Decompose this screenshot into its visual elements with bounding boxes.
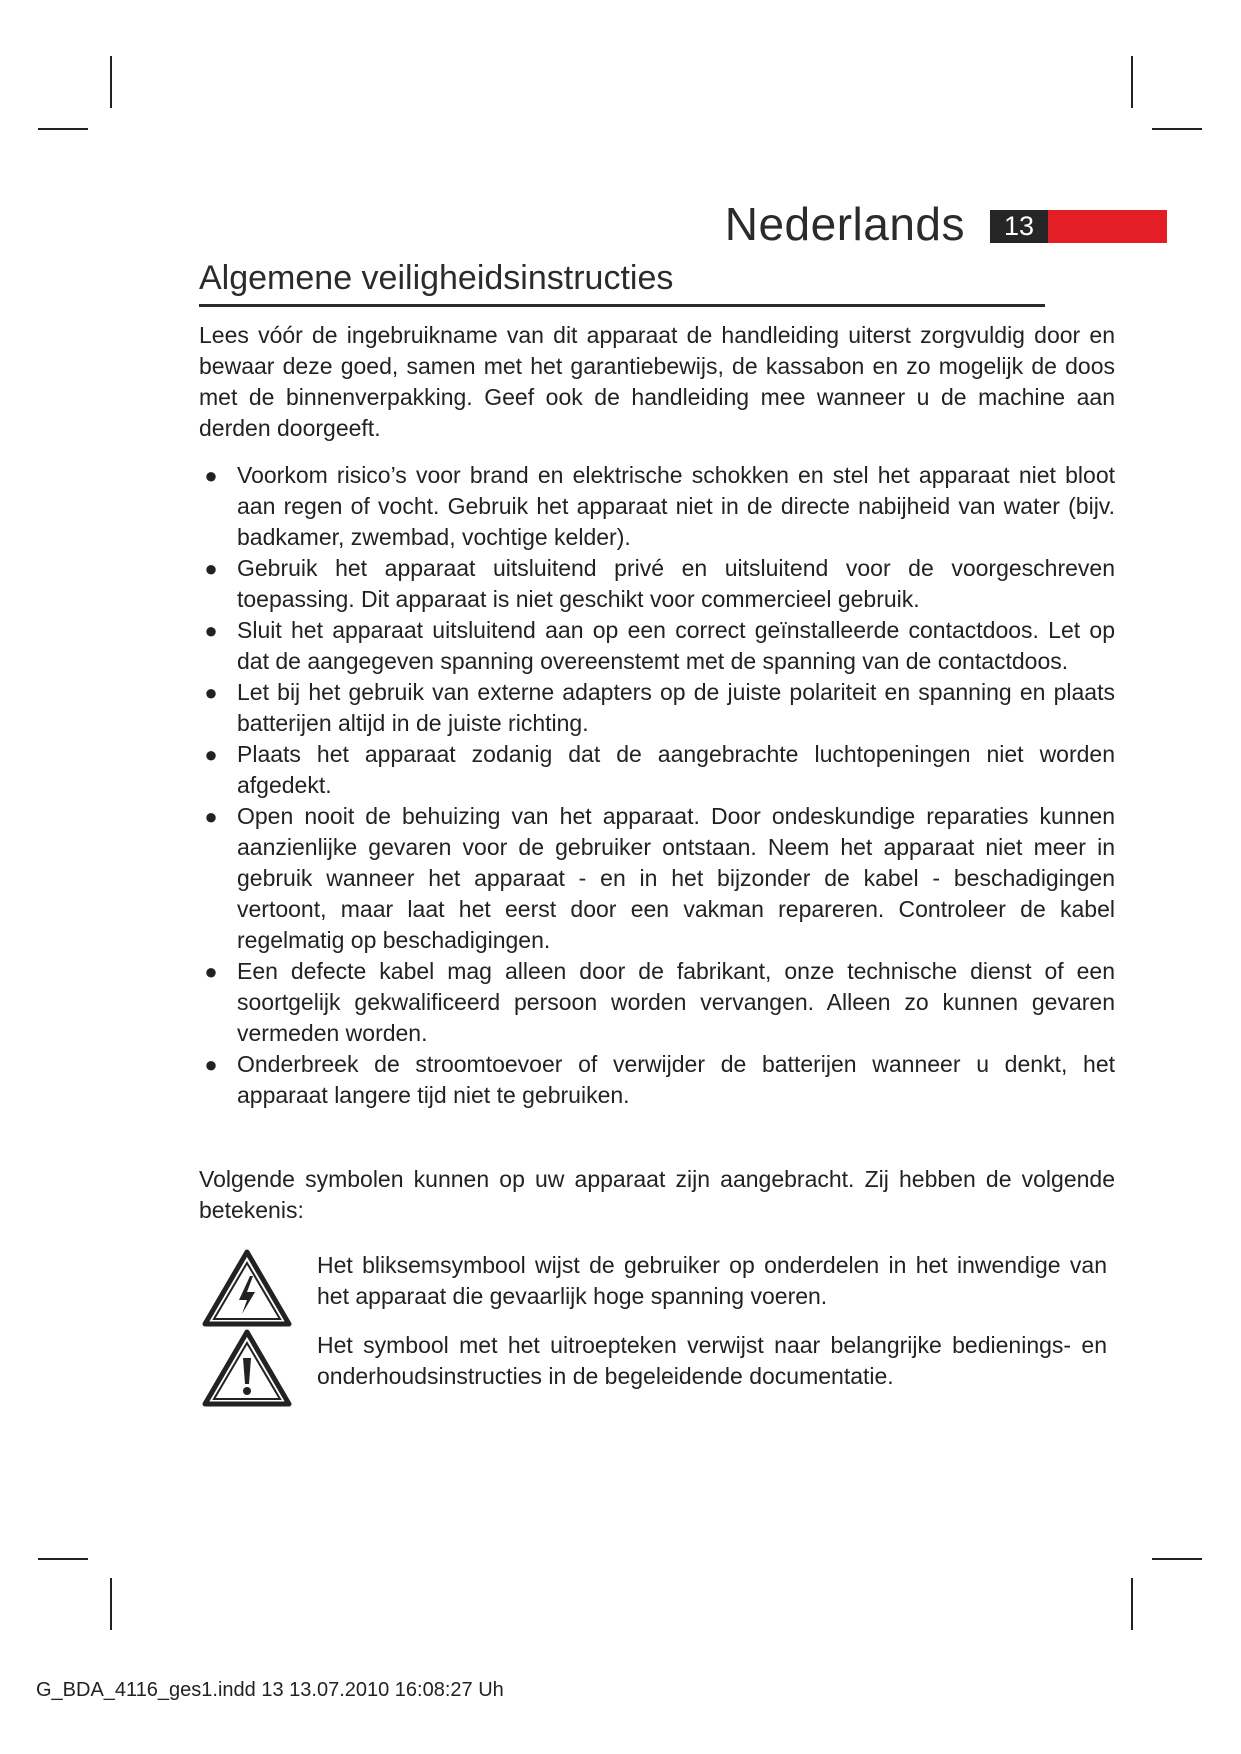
crop-mark — [38, 1558, 88, 1560]
bullet-text: Open nooit de behuizing van het apparaat. Door ondeskundige reparaties kunnen aanzienlijke gevaren voor de gebruiker ontstaan. Neem het apparaat niet meer in gebruik wanneer het apparaat - en in het bijzonder de kabel - beschadigingen vertoont, maar laat het eerst door een vakman repareren. Controleer de kabel regelmatig op beschadigingen. — [237, 803, 1115, 953]
bullet-icon: ● — [204, 680, 218, 705]
list-item — [199, 460, 1115, 553]
print-slug: G_BDA_4116_ges1.indd 13 13.07.2010 16:08:27 Uh — [36, 1679, 504, 1701]
bullet-icon: ● — [204, 618, 218, 643]
crop-mark — [1152, 128, 1202, 130]
accent-bar — [1048, 210, 1167, 243]
list-item — [199, 615, 1115, 677]
bullet-text: Gebruik het apparaat uitsluitend privé en uitsluitend voor de voorgeschreven toepassing. Dit apparaat is niet geschikt voor commercieel gebruik. — [237, 555, 1115, 612]
symbol-description: Het symbool met het uitroepteken verwijst naar belangrijke bedienings- en onderhoudsinstructies in de begeleidende documentatie. — [317, 1332, 1107, 1389]
bullet-icon: ● — [204, 959, 218, 984]
section-title: Algemene veiligheidsinstructies — [199, 254, 1045, 307]
safety-bullet-list — [199, 460, 1115, 1111]
exclamation-warning-icon — [201, 1328, 293, 1408]
bullet-icon: ● — [204, 804, 218, 829]
crop-mark — [110, 1578, 112, 1630]
bullet-icon: ● — [204, 1052, 218, 1077]
page-number: 13 — [990, 210, 1048, 243]
symbol-row-lightning — [199, 1250, 1115, 1330]
symbol-description: Het bliksemsymbool wijst de gebruiker op onderdelen in het inwendige van het apparaat die gevaarlijk hoge spanning voeren. — [317, 1252, 1107, 1309]
list-item — [199, 739, 1115, 801]
bullet-text: Onderbreek de stroomtoevoer of verwijder de batterijen wanneer u denkt, het apparaat langere tijd niet te gebruiken. — [237, 1051, 1115, 1108]
bullet-icon: ● — [204, 463, 218, 488]
language-title: Nederlands — [724, 198, 965, 250]
crop-mark — [1131, 1578, 1133, 1630]
bullet-text: Een defecte kabel mag alleen door de fabrikant, onze technische dienst of een soortgelijk gekwalificeerd persoon worden vervangen. Alleen zo kunnen gevaren vermeden worden. — [237, 958, 1115, 1046]
symbols-intro: Volgende symbolen kunnen op uw apparaat zijn aangebracht. Zij hebben de volgende betekenis: — [199, 1166, 1115, 1223]
bullet-text: Let bij het gebruik van externe adapters op de juiste polariteit en spanning en plaats batterijen altijd in de juiste richting. — [237, 679, 1115, 736]
crop-mark — [38, 128, 88, 130]
lightning-warning-icon — [201, 1248, 293, 1328]
list-item — [199, 553, 1115, 615]
list-item — [199, 956, 1115, 1049]
bullet-text: Plaats het apparaat zodanig dat de aangebrachte luchtopeningen niet worden afgedekt. — [237, 741, 1115, 798]
bullet-icon: ● — [204, 742, 218, 767]
bullet-icon: ● — [204, 556, 218, 581]
symbol-row-exclamation — [199, 1330, 1115, 1410]
intro-paragraph: Lees vóór de ingebruikname van dit apparaat de handleiding uiterst zorgvuldig door en bewaar deze goed, samen met het garantiebewijs, de kassabon en zo mogelijk de doos met de binnenverpakking. Geef ook de handleiding mee wanneer u de machine aan derden doorgeeft. — [199, 322, 1115, 441]
crop-mark — [1131, 56, 1133, 108]
page-header — [600, 196, 1170, 256]
bullet-text: Voorkom risico’s voor brand en elektrische schokken en stel het apparaat niet bloot aan regen of vocht. Gebruik het apparaat niet in de directe nabijheid van water (bijv. badkamer, zwembad, vochtige kelder). — [237, 462, 1115, 550]
list-item — [199, 677, 1115, 739]
list-item — [199, 801, 1115, 956]
crop-mark — [1152, 1558, 1202, 1560]
bullet-text: Sluit het apparaat uitsluitend aan op een correct geïnstalleerde contactdoos. Let op dat de aangegeven spanning overeenstemt met de spanning van de contactdoos. — [237, 617, 1115, 674]
list-item — [199, 1049, 1115, 1111]
crop-mark — [110, 56, 112, 108]
